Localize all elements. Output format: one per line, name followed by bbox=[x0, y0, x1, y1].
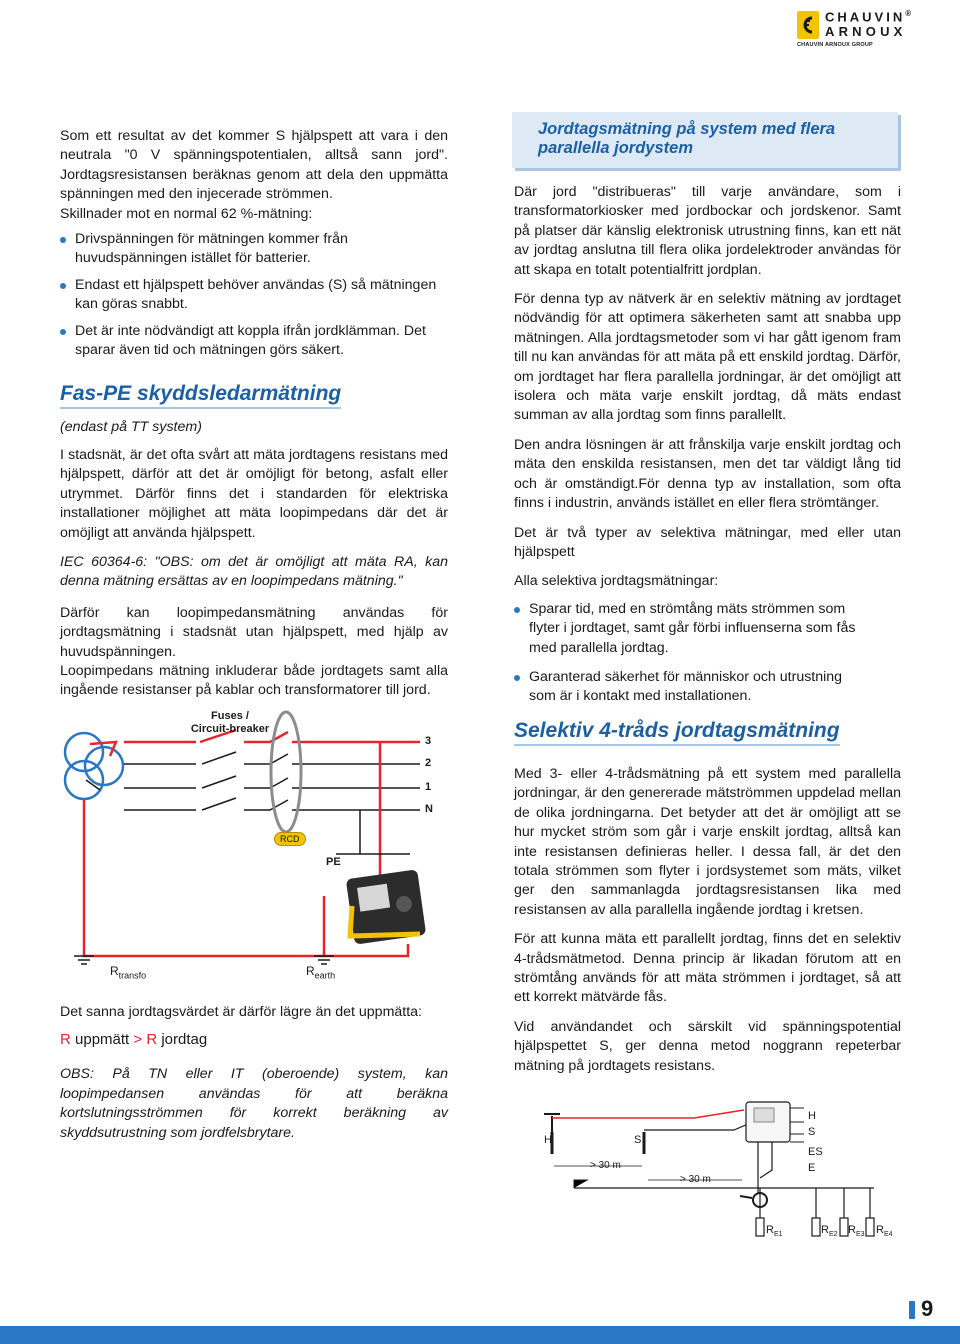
probe-s-label: S bbox=[634, 1134, 642, 1146]
selective-list bbox=[514, 600, 901, 707]
paragraph-network: För denna typ av nätverk är en selektiv mätning av jordtaget nödvändig för att optimera säkerheten samt att snabba upp mätningen. Alla jordtagsmetoder som vi har gått igenom fram till nu kan användas för att mäta på ett enskild jordtag. Därför, om jordtaget har flera parallella jordningar, är det omöjligt att isolera och mäta varje enskilt jordtag, då mäts endast summan av alla jordtag som finns parallellt. bbox=[514, 291, 901, 424]
clamp-icon bbox=[740, 1193, 767, 1207]
r-e3-label: $R_{E3}$ bbox=[848, 1224, 865, 1239]
probe-h-label: H bbox=[544, 1134, 552, 1146]
loop-impedance-diagram bbox=[60, 706, 448, 990]
paragraph-loop-2: Loopimpedans mätning inkluderar både jordtagets samt alla ingående resistanser på kablar och transformatorer till jord. bbox=[60, 663, 448, 699]
logo-mark-icon bbox=[797, 11, 819, 39]
box-title: Jordtagsmätning på system med flera parallella jordystem bbox=[538, 120, 836, 157]
r-e1-label: $R_{E1}$ bbox=[766, 1224, 783, 1239]
section-subtitle: (endast på TT system) bbox=[60, 419, 202, 435]
brand-name-2: ARNOUX bbox=[825, 24, 907, 39]
distance-label-1: > 30 m bbox=[590, 1160, 621, 1171]
paragraph-stadsnat: I stadsnät, är det ofta svårt att mäta jordtagens resistans med hjälpspett, därför att det är omöjligt för betong, asfalt eller utrymmet. Därför finns det i standarden för elektriska installationer möjlighet att mäta loopimpedans där det är omöjligt att använda hjälpspett. bbox=[60, 447, 448, 541]
list-item: Garanterad säkerhet för människor och utrustning som är i kontakt med installationen. bbox=[514, 668, 901, 707]
page-number-marker bbox=[909, 1301, 915, 1319]
circuit-diagram bbox=[60, 706, 448, 990]
line-label-2: 2 bbox=[425, 757, 432, 769]
paragraph-parallel: För att kunna mäta ett parallellt jordtag, finns det en selektiv 4-trådsmätmetod. Denna princip är likadan förutom att en strömtång används för att mäta strömmen i jordtaget, så att ett korrekt mätvärde fås. bbox=[514, 931, 901, 1006]
r-e2-label: $R_{E2}$ bbox=[821, 1224, 838, 1239]
instrument-icon bbox=[346, 869, 426, 944]
paragraph-loop-1: Därför kan loopimpedansmätning användas för jordtagsmätning i stadsnät utan hjälpspett, med hjälp av huvudspänningen. bbox=[60, 604, 448, 660]
list-item: Det är inte nödvändigt att koppla ifrån jordklämman. Det sparar även tid och mätningen görs säkert. bbox=[60, 322, 448, 361]
brand-logo bbox=[797, 9, 927, 49]
list-item: Drivspänningen för mätningen kommer från huvudspänningen istället för batterier. bbox=[60, 230, 448, 269]
intro-paragraph: Som ett resultat av det kommer S hjälpspett att vara i den neutrala "0 V spänningspotentialen, alltså sann jord". Jordtagsresistansen beräknas genom att dela den uppmätta spänningen med den injecerade strömmen. bbox=[60, 128, 448, 203]
line-label-n: N bbox=[425, 803, 433, 815]
paragraph-distributed: Där jord "distribueras" till varje användare, som i transformatorkiosker med jordbockar och jordskenor. Samt på platser där känslig elektronisk utrustning finns, kan ett nät av jordtag anslutna till flera olika jordelektroder användas för att skapa en totalt potentialfritt jordplan. bbox=[514, 184, 901, 278]
page-number: 9 bbox=[921, 1296, 934, 1321]
paragraph-selective-intro: Alla selektiva jordtagsmätningar: bbox=[514, 573, 719, 590]
diff-list bbox=[60, 230, 448, 360]
section-title-fas-pe: Fas-PE skyddsledarmätning bbox=[60, 382, 341, 409]
r-transfo-label: $R_{transfo}$ bbox=[110, 964, 147, 981]
terminal-s-label: S bbox=[808, 1126, 816, 1138]
fuses-label: Fuses / Circuit-breaker bbox=[190, 710, 270, 735]
list-item: Sparar tid, med en strömtång mäts strömmen som flyter i jordtaget, samt går förbi influenserna som fås med parallella jordtag. bbox=[514, 600, 901, 658]
brand-group: CHAUVIN ARNOUX GROUP bbox=[797, 42, 873, 48]
terminal-es-label: ES bbox=[808, 1146, 823, 1158]
bullet-icon bbox=[60, 237, 66, 243]
r-e4-label: $R_{E4}$ bbox=[876, 1224, 893, 1239]
paragraph-two-types: Det är två typer av selektiva mätningar, med eller utan hjälpspett bbox=[514, 524, 901, 560]
r-earth-label: $R_{earth}$ bbox=[306, 964, 336, 981]
highlight-box bbox=[512, 112, 898, 168]
list-item: Endast ett hjälpspett behöver användas (S) så mätningen kan göras snabbt. bbox=[60, 276, 448, 315]
line-label-1: 1 bbox=[425, 781, 432, 793]
terminal-h-label: H bbox=[808, 1110, 816, 1122]
paragraph-repeatable: Vid användandet och särskilt vid spänningspotential hjälpspettet S, ger denna metod noggrann repeterbar mätning på jordtagets resistans. bbox=[514, 1018, 901, 1074]
bullet-icon bbox=[60, 283, 66, 289]
true-value-text: Det sanna jordtagsvärdet är därför lägre än det uppmätta: bbox=[60, 1004, 422, 1020]
line-label-3: 3 bbox=[425, 735, 432, 747]
obs-note: OBS: På TN eller IT (oberoende) system, kan loopimpedansen användas för att beräkna kortslutningsströmmen för korrekt beräkning av skyddsutrustning som jordfelsbrytare. bbox=[60, 1066, 448, 1141]
bullet-icon bbox=[60, 329, 66, 335]
paragraph-3-4-wire: Med 3- eller 4-trådsmätning på ett system med parallella jordningar, är den genererade mätströmmen uppdelad mellan de olika jordningarna. Det betyder att det är omöjligt att se hur mycket ström som går i varje enskilt jordtag, alltså kan inte resistansen definieras heller. I dessa fall, är det den totala strömmen som flyter i jordsystemet som mäts, vilket ger den sammanlagda jordtagsresistansen lika med resistansen av alla parallella ingående jordtag i kretsen. bbox=[514, 766, 901, 918]
formula: R uppmätt > R jordtag bbox=[60, 1031, 208, 1049]
footer-bar bbox=[0, 1326, 960, 1344]
iec-note: IEC 60364-6: "OBS: om det är omöjligt att mäta RA, kan denna mätning ersättas av en loopimpedans mätning." bbox=[60, 554, 448, 590]
paragraph-second-solution: Den andra lösningen är att frånskilja varje enskilt jordtag och mäta den enskilda resistansen, men det tar väldigt lång tid och är omständigt.För denna typ av installation, som ofta finns i industrin, används istället en eller flera strömtänger. bbox=[514, 436, 901, 512]
bullet-icon bbox=[514, 607, 520, 613]
selective-circuit-diagram bbox=[514, 1096, 904, 1246]
diff-intro: Skillnader mot en normal 62 %-mätning: bbox=[60, 205, 313, 222]
pe-label: PE bbox=[326, 856, 341, 868]
selective-diagram bbox=[514, 1096, 904, 1246]
distance-label-2: > 30 m bbox=[680, 1174, 711, 1185]
brand-reg: ® bbox=[905, 9, 915, 18]
bullet-icon bbox=[514, 675, 520, 681]
brand-name-1: CHAUVIN bbox=[825, 9, 906, 25]
terminal-e-label: E bbox=[808, 1162, 816, 1174]
section-title-selective: Selektiv 4-tråds jordtagsmätning bbox=[514, 719, 840, 746]
rcd-label: RCD bbox=[274, 832, 306, 846]
